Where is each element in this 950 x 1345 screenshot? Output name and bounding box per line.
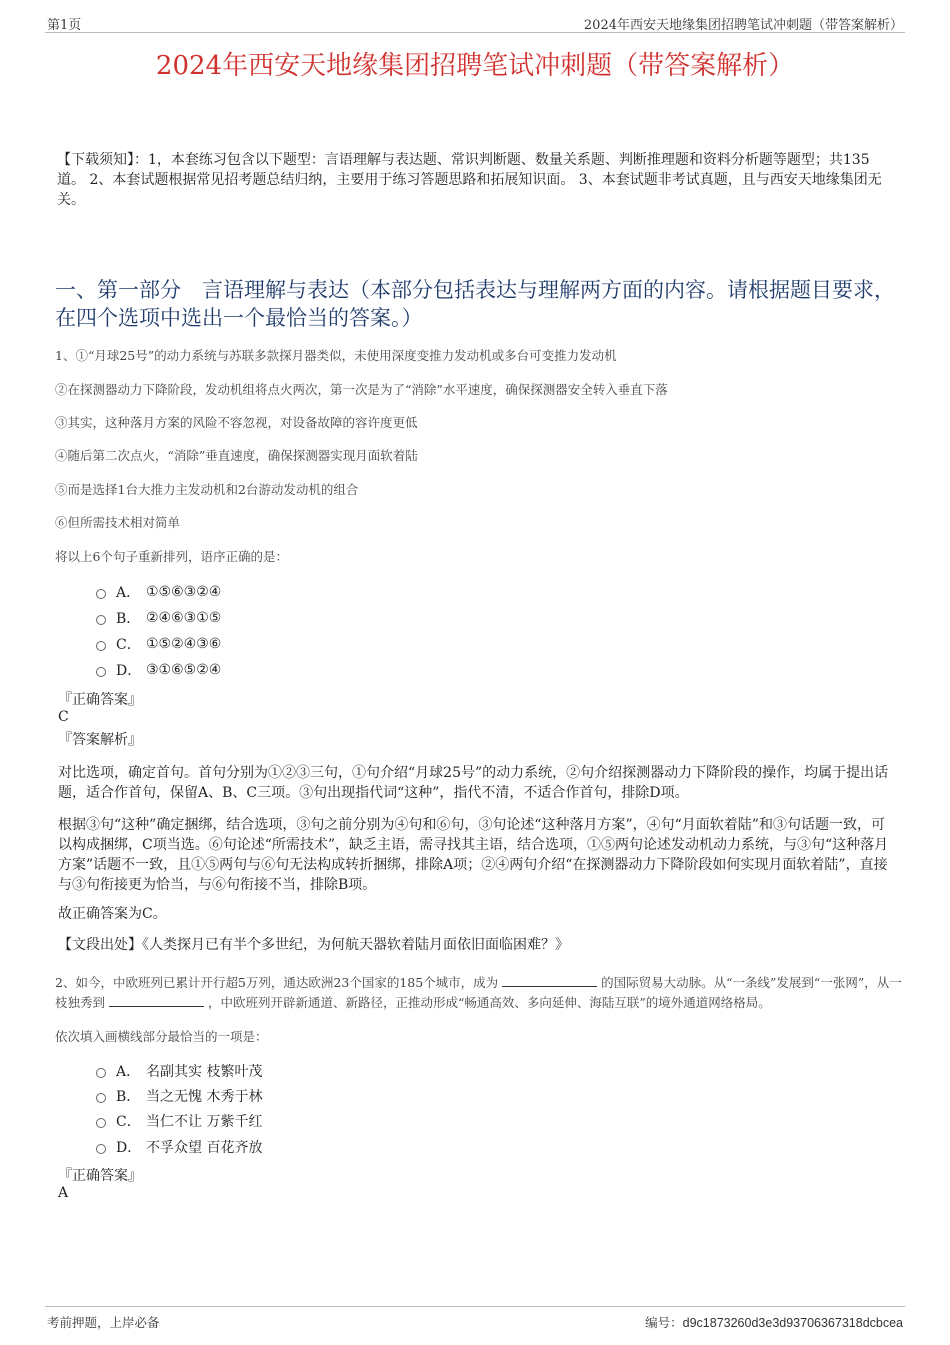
option-key: A． — [116, 585, 141, 601]
q2-prompt: 依次填入画横线部分最恰当的一项是： — [55, 1029, 268, 1044]
radio-icon[interactable] — [96, 1118, 106, 1128]
q1-option-d[interactable] — [96, 660, 221, 680]
q1-analysis-paragraph: 故正确答案为C。 — [58, 906, 167, 922]
q2-answer-label: 『正确答案』 — [58, 1168, 142, 1184]
q1-answer: C — [58, 709, 69, 725]
footer-code-value: d9c1873260d3e3d93706367318dcbcea — [682, 1316, 903, 1330]
q1-analysis-label: 『答案解析』 — [58, 732, 142, 748]
download-notice: 【下载须知】：1，本套练习包含以下题型：言语理解与表达题、常识判断题、数量关系题、判断推理题和资料分析题等题型；共135道。 2、本套试题根据常见招考题总结归纳，主要用于练习答题思路和拓展知识面。 3、本套试题非考试真题，且与西安天地缘集团无关。 — [57, 152, 882, 208]
q1-option-b[interactable] — [96, 608, 221, 628]
option-text: ③①⑥⑤②④ — [146, 662, 222, 678]
option-text: ②④⑥③①⑤ — [146, 610, 222, 626]
radio-icon[interactable] — [96, 615, 106, 625]
footer-code — [645, 1313, 903, 1331]
option-key: B． — [116, 1089, 141, 1105]
q1-sentence: ⑥但所需技术相对简单 — [55, 515, 181, 530]
q2-stem — [55, 973, 905, 1013]
option-key: C． — [116, 637, 141, 653]
option-text: 当之无愧 木秀于林 — [146, 1089, 263, 1105]
q2-option-b[interactable] — [96, 1086, 262, 1106]
radio-icon[interactable] — [96, 1093, 106, 1103]
footer-code-label: 编号： — [645, 1315, 683, 1330]
option-key: D． — [116, 663, 142, 679]
option-key: C． — [116, 1114, 141, 1130]
fill-blank — [109, 994, 204, 1007]
radio-icon[interactable] — [96, 1144, 106, 1154]
option-key: D． — [116, 1140, 142, 1156]
option-text: ①⑤②④③⑥ — [146, 636, 222, 652]
q1-sentence: ⑤而是选择1台大推力主发动机和2台游动发动机的组合 — [55, 482, 359, 497]
q2-answer: A — [58, 1185, 69, 1201]
footer-divider — [45, 1306, 905, 1307]
q1-source: 【文段出处】《人类探月已有半个多世纪，为何航天器软着陆月面依旧面临困难？》 — [58, 937, 569, 953]
footer-slogan: 考前押题，上岸必备 — [47, 1315, 160, 1330]
option-text: 当仁不让 万紫千红 — [146, 1114, 263, 1130]
header-divider — [45, 32, 905, 33]
q1-sentence: 1、①“月球25号”的动力系统与苏联多款探月器类似，未使用深度变推力发动机或多台可变推力发动机 — [55, 348, 617, 363]
q1-analysis-paragraph: 对比选项，确定首句。首句分别为①②③三句，①句介绍“月球25号”的动力系统，②句介绍探测器动力下降阶段的操作，均属于提出话题，适合作首句，保留A、B、C三项。③句出现指代词“这种”，指代不清，不适合作首句，排除D项。 — [58, 765, 889, 801]
q2-option-d[interactable] — [96, 1137, 262, 1157]
option-text: 名副其实 枝繁叶茂 — [146, 1064, 263, 1080]
q1-sentence: ③其实，这种落月方案的风险不容忽视，对设备故障的容许度更低 — [55, 415, 418, 430]
radio-icon[interactable] — [96, 641, 106, 651]
q2-stem-part: 2、如今，中欧班列已累计开行超5万列，通达欧洲23个国家的185个城市，成为 — [55, 975, 499, 990]
header-doc-title: 2024年西安天地缘集团招聘笔试冲刺题（带答案解析） — [583, 18, 903, 33]
q1-prompt: 将以上6个句子重新排列，语序正确的是： — [55, 549, 288, 564]
q2-stem-part: 的国际贸易大动脉。从“一条线”发展到“一张网”，从一枝独秀到 — [55, 975, 902, 1010]
page-number: 第1页 — [47, 18, 82, 33]
q2-option-c[interactable] — [96, 1111, 262, 1131]
q2-option-a[interactable] — [96, 1061, 262, 1081]
q1-option-a[interactable] — [96, 582, 221, 602]
q1-sentence: ④随后第二次点火，“消除”垂直速度，确保探测器实现月面软着陆 — [55, 448, 418, 463]
q1-sentence: ②在探测器动力下降阶段，发动机组将点火两次，第一次是为了“消除”水平速度，确保探测器安全转入垂直下落 — [55, 382, 668, 397]
fill-blank — [502, 974, 597, 987]
option-text: ①⑤⑥③②④ — [146, 584, 222, 600]
q2-stem-part: ，中欧班列开辟新通道、新路径，正推动形成“畅通高效、多向延伸、海陆互联”的境外通道网络格局。 — [207, 995, 771, 1010]
section-heading: 一、第一部分 言语理解与表达（本部分包括表达与理解两方面的内容。请根据题目要求，在四个选项中选出一个最恰当的答案。） — [55, 278, 895, 330]
radio-icon[interactable] — [96, 667, 106, 677]
page-title: 2024年西安天地缘集团招聘笔试冲刺题（带答案解析） — [155, 51, 795, 81]
q1-answer-label: 『正确答案』 — [58, 692, 142, 708]
q1-analysis-paragraph: 根据③句“这种”确定捆绑，结合选项，③句之前分别为④句和⑥句，③句论述“这种落月方案”，④句“月面软着陆”和③句话题一致，可以构成捆绑，C项当选。⑥句论述“所需技术”，缺乏主语，需寻找其主语，结合选项，①⑤两句论述发动机动力系统，与③句“这种落月方案”话题不一致，且①⑤两句与⑥句无法构成转折捆绑，排除A项；②④两句介绍“在探测器动力下降阶段如何实现月面软着陆”，直接与③句衔接更为恰当，与⑥句衔接不当，排除B项。 — [58, 817, 889, 893]
option-key: A． — [116, 1064, 141, 1080]
q1-option-c[interactable] — [96, 634, 221, 654]
option-text: 不孚众望 百花齐放 — [146, 1140, 263, 1156]
radio-icon[interactable] — [96, 589, 106, 599]
option-key: B． — [116, 611, 141, 627]
radio-icon[interactable] — [96, 1068, 106, 1078]
